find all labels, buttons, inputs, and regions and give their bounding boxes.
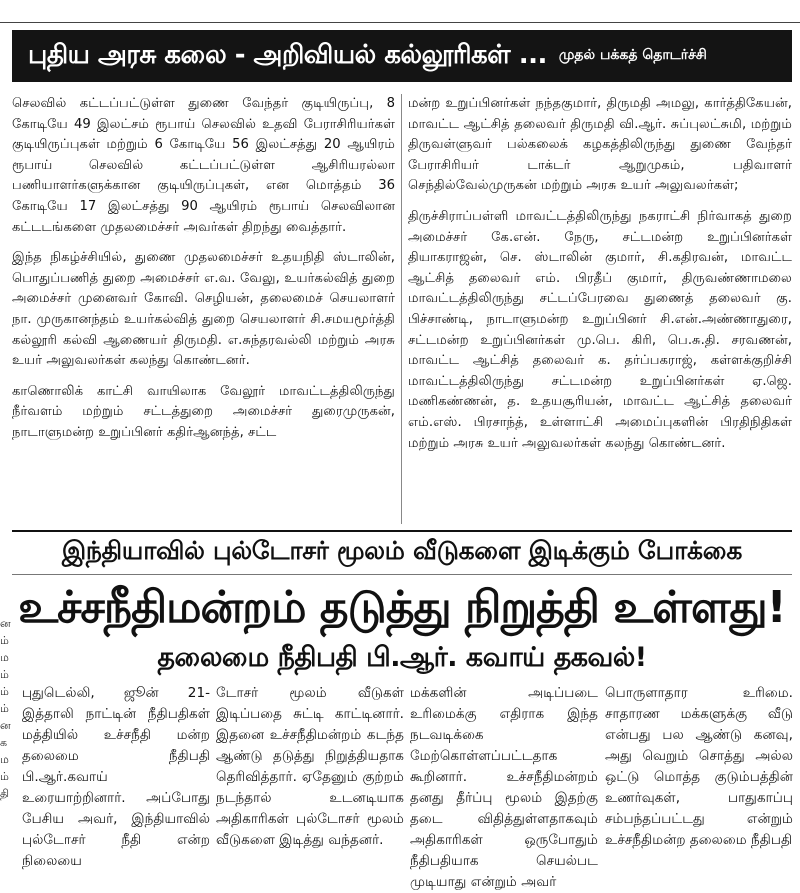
- fragment-char: க: [0, 736, 8, 749]
- fragment-char: ன: [0, 719, 11, 732]
- fragment-char: ம்: [0, 668, 9, 681]
- banner-subtitle: முதல் பக்கத் தொடர்ச்சி: [558, 47, 707, 63]
- fragment-char: ம்: [0, 634, 9, 647]
- fragment-char: ம: [0, 753, 9, 766]
- article2-column-2: [216, 683, 404, 851]
- fragment-char: தி: [0, 787, 10, 800]
- paragraph: இந்த நிகழ்ச்சியில், துணை முதலமைச்சர் உதயநிதி ஸ்டாலின், பொதுப்பணித் துறை அமைச்சர் எ.வ. வேலு, உயர்கல்வித் துறை அமைச்சர் முனைவர் கோவி. செழியன், தலைமைச் செயலாளர் நா. முருகானந்தம் உயர்கல்வித் துறை செயலாளர் சி.சமயமூர்த்தி கல்லூரி கல்வி ஆணையர் திருமதி. எ.சுந்தரவல்லி மற்றும் அரசு உயர் அலுவலர்கள் கலந்து கொண்டனர்.: [12, 250, 395, 369]
- article1-column-1: [12, 94, 395, 454]
- column-divider: [401, 94, 402, 524]
- article2-kicker: இந்தியாவில் புல்டோசர் மூலம் வீடுகளை இடிக்கும் போக்கை: [61, 536, 743, 565]
- paragraph: பொருளாதார உரிமை. சாதாரண மக்களுக்கு வீடு என்பது பல ஆண்டு கனவு, அது வெறும் சொத்து அல்ல ஒட்டு மொத்த குடும்பத்தின் உணர்வுகள், பாதுகாப்பு சம்பந்தப்பட்டது என்றும் உச்சநீதிமன்ற தலைமை நீதிபதி: [605, 685, 793, 848]
- paragraph: செலவில் கட்டப்பட்டுள்ள துணை வேந்தர் குடியிருப்பு, 8 கோடியே 49 இலட்சம் ரூபாய் செலவில் உதவி பேராசிரியர்கள் குடியிருப்புகள் மற்றும் 6 கோடியே 56 இலட்சத்து 20 ஆயிரம் ரூபாய் செலவில் கட்டப்பட்டுள்ள ஆசிரியரல்லா பணியாளர்களுக்கான குடியிருப்புகள், என மொத்தம் 36 கோடியே 17 இலட்சத்து 90 ஆயிரம் ரூபாய் செலவிலான கட்டடங்களை முதலமைச்சர் அவர்கள் திறந்து வைத்தார்.: [12, 96, 395, 235]
- article2-column-4: [605, 683, 793, 851]
- fragment-char: ன: [0, 617, 11, 630]
- paragraph: காணொலிக் காட்சி வாயிலாக வேலூர் மாவட்டத்திலிருந்து நீர்வளம் மற்றும் சட்டத்துறை அமைச்சர் துரைமுருகன், நாடாளுமன்ற உறுப்பினர் கதிர்ஆனந்த், சட்ட: [12, 383, 395, 440]
- article2-headline: உச்சநீதிமன்றம் தடுத்து நிறுத்தி உள்ளது!: [18, 582, 786, 633]
- fragment-char: ம்: [0, 685, 9, 698]
- fragment-char: ம: [0, 651, 9, 664]
- continuation-banner: [12, 30, 792, 82]
- paragraph: மன்ற உறுப்பினர்கள் நந்தகுமார், திருமதி அமலு, கார்த்திகேயன், மாவட்ட ஆட்சித் தலைவர் திருமதி வி.ஆர். சுப்புலட்சுமி, மற்றும் திருவள்ளுவர் பல்கலைக் கழகத்திலிருந்து துணை வேந்தர் பேராசிரியர் டாக்டர் ஆறுமுகம், பதிவாளர் செந்தில்வேல்முருகன் மற்றும் அரசு உயர் அலுவலர்கள்;: [408, 96, 792, 194]
- paragraph: திருச்சிராப்பள்ளி மாவட்டத்திலிருந்து நகராட்சி நிர்வாகத் துறை அமைச்சர் கே.என். நேரு, சட்டமன்ற உறுப்பினர்கள் தியாகராஜன், செ. ஸ்டாலின் குமார், சி.கதிரவன், மாவட்ட ஆட்சித் தலைவர் எம். பிரதீப் குமார், திருவண்ணாமலை மாவட்டத்திலிருந்து சட்டப்பேரவை துணைத் தலைவர் கு. பிச்சாண்டி, நாடாளுமன்ற உறுப்பினர் சி.என்.அண்ணாதுரை, சட்டமன்ற உறுப்பினர்கள் மு.பெ. கிரி, பெ.சு.தி. சரவணன், மாவட்ட ஆட்சித் தலைவர் க. தர்ப்பகராஜ், கள்ளக்குறிச்சி மாவட்டத்திலிருந்து சட்டமன்ற உறுப்பினர்கள் ஏ.ஜெ. மணிகண்ணன், த. உதயசூரியன், மாவட்ட ஆட்சித் தலைவர் எம்.எஸ். பிரசாந்த், உள்ளாட்சி அமைப்புகளின் பிரதிநிதிகள் மற்றும் அரசு உயர் அலுவலர்கள் கலந்து கொண்டனர்.: [408, 208, 792, 451]
- paragraph: புதுடெல்லி, ஜூன் 21- இத்தாலி நாட்டின் நீதிபதிகள் மத்தியில் உச்சநீதி மன்ற தலைமை நீதிபதி பி.ஆர்.கவாய் உரையாற்றினார். அப்போது பேசிய அவர், இந்தியாவில் புல்டோசர் நீதி என்ற நிலையை: [22, 685, 210, 869]
- top-frame: [0, 0, 800, 23]
- banner-title: புதிய அரசு கலை - அறிவியல் கல்லூரிகள் ...: [28, 39, 547, 70]
- paragraph: டோசர் மூலம் வீடுகள் இடிப்பதை சுட்டி காட்டினார். இதனை உச்சநீதிமன்றம் கடந்த ஆண்டு தடுத்து நிறுத்தியதாக தெரிவித்தார். ஏதேனும் குற்றம் நடந்தால் உடனடியாக அதிகாரிகள் புல்டோசர் மூலம் வீடுகளை இடித்து வந்தனர்.: [216, 685, 404, 848]
- kicker-rule: [12, 574, 792, 575]
- fragment-char: ம்: [0, 770, 9, 783]
- article2-column-3: [410, 683, 598, 893]
- article2-column-1: [22, 683, 210, 872]
- fragment-char: ம்: [0, 702, 9, 715]
- article1-column-2: [408, 94, 792, 464]
- adjacent-column-fragment: [0, 615, 16, 834]
- section-divider: [12, 530, 792, 532]
- article2-subhead: தலைமை நீதிபதி பி.ஆர். கவாய் தகவல்!: [157, 642, 647, 673]
- paragraph: மக்களின் அடிப்படை உரிமைக்கு எதிராக இந்த நடவடிக்கை மேற்கொள்ளப்பட்டதாக கூறினார். உச்சநீதிமன்றம் தனது தீர்ப்பு மூலம் இதற்கு தடை விதித்துள்ளதாகவும் அதிகாரிகள் ஒருபோதும் நீதிபதியாக செயல்பட முடியாது என்றும் அவர்: [410, 685, 598, 890]
